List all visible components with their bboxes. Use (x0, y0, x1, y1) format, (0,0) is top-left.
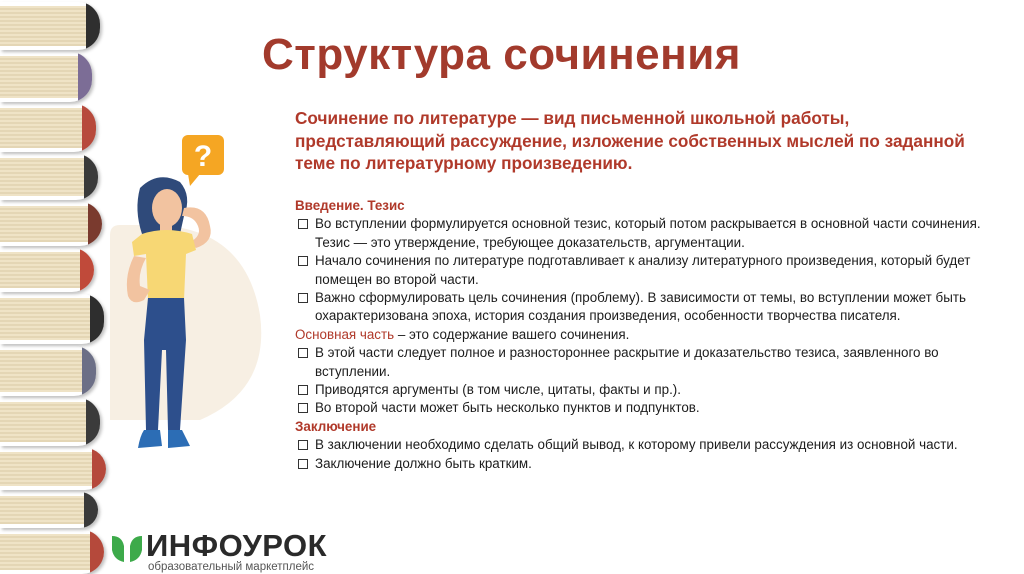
checkbox-bullet-icon (298, 385, 308, 395)
logo-tagline: образовательный маркетплейс (148, 561, 315, 573)
checkbox-bullet-icon (298, 403, 308, 413)
question-mark: ? (193, 140, 213, 173)
question-badge-icon (182, 135, 224, 186)
book-spine (0, 52, 92, 102)
checkbox-bullet-icon (298, 219, 308, 229)
book-spine (0, 202, 102, 246)
left-shoe (138, 430, 162, 448)
list-item: Важно сформулировать цель сочинения (проблему). В зависимости от темы, во вступлении может быть охарактеризована эпоха, история создания произведения, особенности творчества писателя. (295, 289, 995, 326)
list-item: В этой части следует полное и разностороннее раскрытие и доказательство тезиса, заявленного во вступлении. (295, 344, 995, 381)
list-item: Во второй части может быть несколько пунктов и подпунктов. (295, 399, 995, 417)
leaf-logo-icon (110, 530, 144, 564)
book-spine (0, 2, 100, 50)
face (152, 189, 182, 227)
thinking-woman-illustration (110, 130, 290, 470)
infourok-logo (110, 528, 370, 574)
book-stack-decoration (0, 0, 112, 574)
checkbox-bullet-icon (298, 459, 308, 469)
book-spine (0, 104, 96, 152)
main-part-heading: Основная часть – это содержание вашего сочинения. (295, 326, 630, 342)
book-spine (0, 346, 96, 396)
logo-name: ИНФОУРОК (146, 528, 328, 563)
list-item: В заключении необходимо сделать общий вывод, к которому привели рассуждения из основной части. (295, 436, 995, 454)
checkbox-bullet-icon (298, 256, 308, 266)
intro-heading: Введение. Тезис (295, 198, 405, 213)
book-spine (0, 492, 98, 528)
essay-structure-content (295, 197, 995, 473)
book-spine (0, 530, 104, 574)
book-spine (0, 448, 106, 490)
checkbox-bullet-icon (298, 293, 308, 303)
lead-definition: Сочинение по литературе — вид письменной школьной работы, представляющий рассуждение, изложение собственных мыслей по заданной теме по литературному произведению. (295, 108, 965, 173)
list-item: Заключение должно быть кратким. (295, 455, 995, 473)
list-item: Начало сочинения по литературе подготавливает к анализу литературного произведения, который будет помещен во второй части. (295, 252, 995, 289)
conclusion-heading: Заключение (295, 418, 377, 434)
page-title: Структура сочинения (262, 30, 741, 79)
book-spine (0, 398, 100, 446)
book-spine (0, 294, 104, 344)
list-item: Во вступлении формулируется основной тезис, который потом раскрывается в основной части сочинения. Тезис — это утверждение, требующее доказательств, аргументации. (295, 215, 995, 252)
checkbox-bullet-icon (298, 348, 308, 358)
list-item: Приводятся аргументы (в том числе, цитаты, факты и пр.). (295, 381, 995, 399)
book-spine (0, 248, 94, 292)
checkbox-bullet-icon (298, 440, 308, 450)
right-shoe (168, 430, 190, 448)
book-spine (0, 154, 98, 200)
